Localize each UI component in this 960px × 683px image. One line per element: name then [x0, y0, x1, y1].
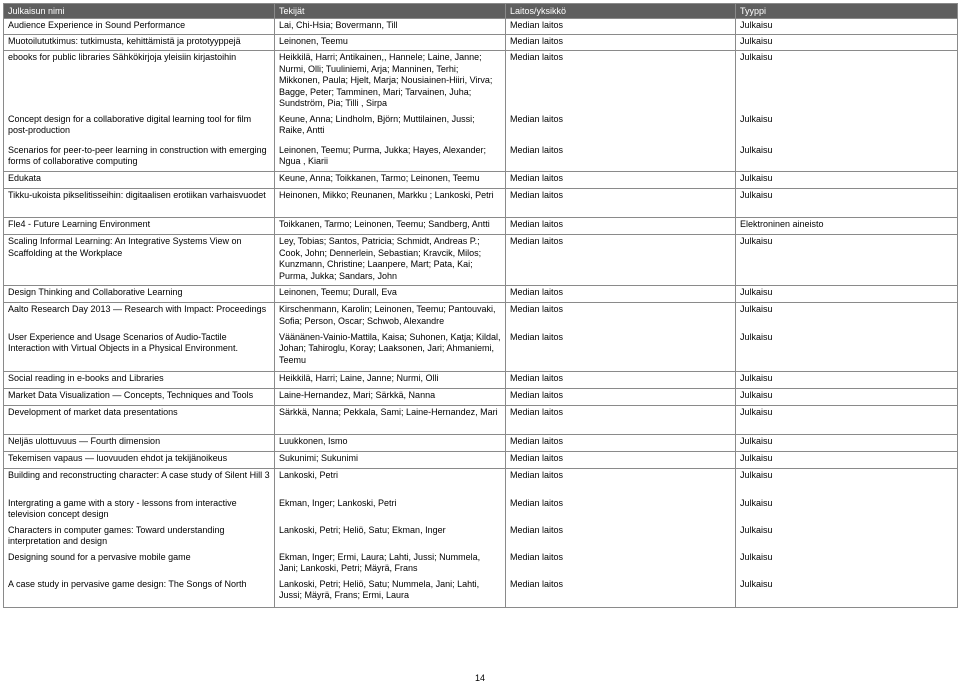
publication-unit: Median laitos — [506, 551, 736, 578]
publication-authors: Lankoski, Petri; Heliö, Satu; Nummela, Jani; Lahti, Jussi; Mäyrä, Frans; Ermi, Laura — [275, 578, 506, 608]
publication-authors: Väänänen-Vainio-Mattila, Kaisa; Suhonen, Katja; Kildal, Johan; Tahiroglu, Koray; Laaksonen, Jari; Ahmaniemi, Teemu — [275, 331, 506, 372]
publication-authors: Toikkanen, Tarmo; Leinonen, Teemu; Sandberg, Antti — [275, 218, 506, 235]
publication-title: Tikku-ukoista pikselitisseihin: digitaalisen erotiikan varhaisvuodet — [4, 189, 275, 218]
publication-title: Muotoilututkimus: tutkimusta, kehittämistä ja prototyyppejä — [4, 35, 275, 51]
publication-unit: Median laitos — [506, 35, 736, 51]
table-row — [4, 144, 958, 172]
publication-unit: Median laitos — [506, 172, 736, 189]
publication-unit: Median laitos — [506, 331, 736, 372]
publication-title: Scenarios for peer-to-peer learning in construction with emerging forms of collaborative computing — [4, 144, 275, 172]
table-header-row — [4, 4, 958, 19]
publication-type: Julkaisu — [736, 19, 958, 35]
publication-authors: Leinonen, Teemu — [275, 35, 506, 51]
publication-title: A case study in pervasive game design: The Songs of North — [4, 578, 275, 608]
column-header-title: Julkaisun nimi — [4, 4, 275, 19]
publication-title: Social reading in e-books and Libraries — [4, 372, 275, 389]
publication-authors: Ekman, Inger; Ermi, Laura; Lahti, Jussi; Nummela, Jani; Lankoski, Petri; Mäyrä, Frans — [275, 551, 506, 578]
publication-title: Fle4 - Future Learning Environment — [4, 218, 275, 235]
publication-type: Julkaisu — [736, 524, 958, 551]
publication-type: Julkaisu — [736, 578, 958, 608]
publication-title: Audience Experience in Sound Performance — [4, 19, 275, 35]
table-row — [4, 35, 958, 51]
publication-unit: Median laitos — [506, 497, 736, 524]
publication-title: Intergrating a game with a story - lessons from interactive television concept design — [4, 497, 275, 524]
publication-authors: Lankoski, Petri — [275, 469, 506, 497]
publication-type: Julkaisu — [736, 303, 958, 331]
publication-title: ebooks for public libraries Sähkökirjoja yleisiin kirjastoihin — [4, 51, 275, 113]
publication-authors: Heinonen, Mikko; Reunanen, Markku ; Lankoski, Petri — [275, 189, 506, 218]
publication-authors: Leinonen, Teemu; Purma, Jukka; Hayes, Alexander; Ngua , Kiarii — [275, 144, 506, 172]
publication-unit: Median laitos — [506, 286, 736, 303]
publication-type: Julkaisu — [736, 51, 958, 113]
page-number: 14 — [474, 673, 485, 683]
publication-unit: Median laitos — [506, 51, 736, 113]
publication-unit: Median laitos — [506, 235, 736, 286]
publication-unit: Median laitos — [506, 303, 736, 331]
publication-type: Julkaisu — [736, 406, 958, 435]
publication-authors: Luukkonen, Ismo — [275, 435, 506, 452]
publication-authors: Ekman, Inger; Lankoski, Petri — [275, 497, 506, 524]
table-row — [4, 172, 958, 189]
publication-authors: Särkkä, Nanna; Pekkala, Sami; Laine-Hernandez, Mari — [275, 406, 506, 435]
table-row — [4, 551, 958, 578]
table-row — [4, 286, 958, 303]
publications-table-wrapper — [3, 3, 957, 608]
publication-unit: Median laitos — [506, 19, 736, 35]
publication-unit: Median laitos — [506, 524, 736, 551]
publication-authors: Heikkilä, Harri; Laine, Janne; Nurmi, Olli — [275, 372, 506, 389]
publications-table — [3, 3, 958, 608]
publication-authors: Ley, Tobias; Santos, Patricia; Schmidt, Andreas P.; Cook, John; Dennerlein, Sebastian; Kravcik, Milos; Kunzmann, Christine; Laanpere, Mart; Pata, Kai; Purma, Jukka; Sandars, John — [275, 235, 506, 286]
column-header-unit: Laitos/yksikkö — [506, 4, 736, 19]
publication-title: Scaling Informal Learning: An Integrative Systems View on Scaffolding at the Workplace — [4, 235, 275, 286]
publication-authors: Keune, Anna; Toikkanen, Tarmo; Leinonen, Teemu — [275, 172, 506, 189]
publication-title: Building and reconstructing character: A case study of Silent Hill 3 — [4, 469, 275, 497]
publication-title: Design Thinking and Collaborative Learning — [4, 286, 275, 303]
publication-type: Julkaisu — [736, 497, 958, 524]
publication-type: Julkaisu — [736, 35, 958, 51]
publication-title: Aalto Research Day 2013 — Research with Impact: Proceedings — [4, 303, 275, 331]
publication-unit: Median laitos — [506, 452, 736, 469]
table-row — [4, 469, 958, 497]
publication-unit: Median laitos — [506, 389, 736, 406]
table-row — [4, 19, 958, 35]
table-row — [4, 372, 958, 389]
publication-title: Designing sound for a pervasive mobile game — [4, 551, 275, 578]
table-row — [4, 189, 958, 218]
publication-title: Concept design for a collaborative digital learning tool for film post-production — [4, 113, 275, 144]
publication-title: Edukata — [4, 172, 275, 189]
publication-unit: Median laitos — [506, 469, 736, 497]
publication-type: Julkaisu — [736, 189, 958, 218]
table-row — [4, 51, 958, 113]
column-header-authors: Tekijät — [275, 4, 506, 19]
table-row — [4, 452, 958, 469]
table-row — [4, 578, 958, 608]
publication-type: Julkaisu — [736, 389, 958, 406]
table-body — [4, 19, 958, 608]
publication-type: Julkaisu — [736, 551, 958, 578]
publication-type: Julkaisu — [736, 113, 958, 144]
publication-type: Julkaisu — [736, 286, 958, 303]
publication-authors: Sukunimi; Sukunimi — [275, 452, 506, 469]
publication-unit: Median laitos — [506, 578, 736, 608]
table-row — [4, 406, 958, 435]
publication-unit: Median laitos — [506, 372, 736, 389]
publication-type: Julkaisu — [736, 469, 958, 497]
publication-type: Julkaisu — [736, 172, 958, 189]
publication-title: Neljäs ulottuvuus — Fourth dimension — [4, 435, 275, 452]
publication-authors: Keune, Anna; Lindholm, Björn; Muttilainen, Jussi; Raike, Antti — [275, 113, 506, 144]
publication-title: User Experience and Usage Scenarios of Audio-Tactile Interaction with Virtual Objects in a Physical Environment. — [4, 331, 275, 372]
publication-authors: Heikkilä, Harri; Antikainen,, Hannele; Laine, Janne; Nurmi, Olli; Tuuliniemi, Arja; Manninen, Terhi; Mikkonen, Paula; Hjelt, Marja; Nousiainen-Hiiri, Virva; Bagge, Peter; Tamminen, Mari; Tarvainen, Juha; Sundström, Pia; Tilli , Sirpa — [275, 51, 506, 113]
publication-type: Julkaisu — [736, 452, 958, 469]
publication-type: Julkaisu — [736, 331, 958, 372]
table-row — [4, 331, 958, 372]
publication-title: Development of market data presentations — [4, 406, 275, 435]
publication-authors: Laine-Hernandez, Mari; Särkkä, Nanna — [275, 389, 506, 406]
publication-authors: Leinonen, Teemu; Durall, Eva — [275, 286, 506, 303]
publication-unit: Median laitos — [506, 144, 736, 172]
publication-type: Elektroninen aineisto — [736, 218, 958, 235]
table-row — [4, 235, 958, 286]
table-row — [4, 435, 958, 452]
publication-unit: Median laitos — [506, 189, 736, 218]
publication-title: Characters in computer games: Toward understanding interpretation and design — [4, 524, 275, 551]
table-row — [4, 218, 958, 235]
publication-type: Julkaisu — [736, 372, 958, 389]
table-row — [4, 303, 958, 331]
table-row — [4, 389, 958, 406]
publication-unit: Median laitos — [506, 218, 736, 235]
publication-title: Market Data Visualization — Concepts, Techniques and Tools — [4, 389, 275, 406]
publication-authors: Lai, Chi-Hsia; Bovermann, Till — [275, 19, 506, 35]
publication-authors: Kirschenmann, Karolin; Leinonen, Teemu; Pantouvaki, Sofia; Person, Oscar; Schwob, Alexandre — [275, 303, 506, 331]
publication-type: Julkaisu — [736, 144, 958, 172]
publication-unit: Median laitos — [506, 435, 736, 452]
publication-unit: Median laitos — [506, 113, 736, 144]
publication-unit: Median laitos — [506, 406, 736, 435]
column-header-type: Tyyppi — [736, 4, 958, 19]
table-row — [4, 497, 958, 524]
publication-authors: Lankoski, Petri; Heliö, Satu; Ekman, Inger — [275, 524, 506, 551]
publication-type: Julkaisu — [736, 435, 958, 452]
table-row — [4, 524, 958, 551]
publication-type: Julkaisu — [736, 235, 958, 286]
publication-title: Tekemisen vapaus — luovuuden ehdot ja tekijänoikeus — [4, 452, 275, 469]
table-row — [4, 113, 958, 144]
